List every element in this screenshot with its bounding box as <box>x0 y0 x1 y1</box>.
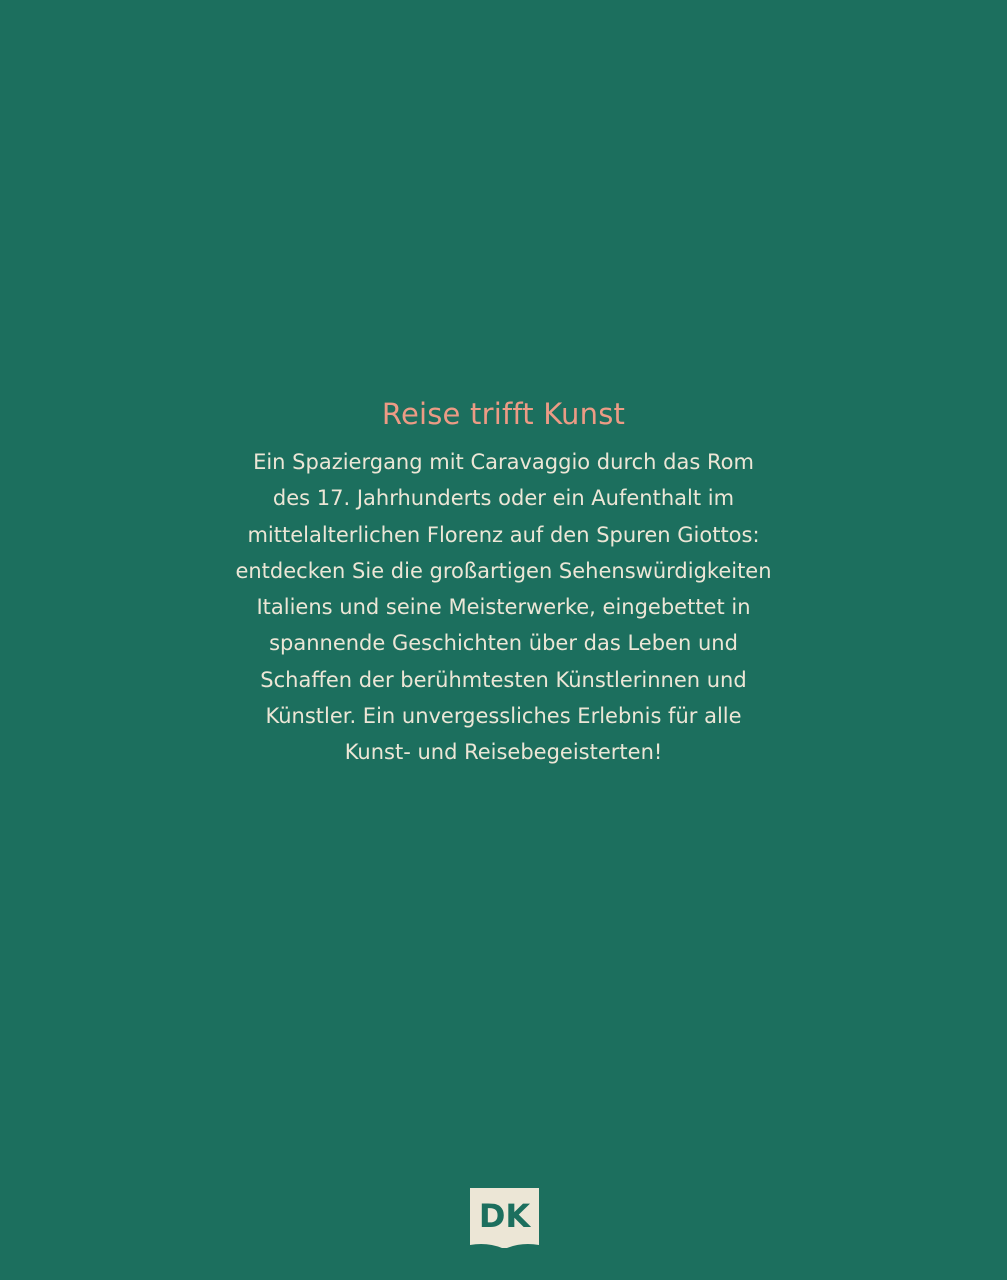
blurb-line: des 17. Jahrhunderts oder ein Aufenthalt im <box>272 486 735 511</box>
blurb-line: Italiens und seine Meisterwerke, eingebettet in <box>256 595 751 620</box>
blurb-line: entdecken Sie die großartigen Sehenswürdigkeiten <box>235 558 772 583</box>
blurb-line: Schaffen der berühmtesten Künstlerinnen und <box>260 667 747 692</box>
blurb-line: mittelalterlichen Florenz auf den Spuren Giottos: <box>247 522 760 547</box>
dk-book-logo-icon <box>469 1187 540 1251</box>
blurb-line: Ein Spaziergang mit Caravaggio durch das Rom <box>253 450 754 474</box>
blurb-line: Künstler. Ein unvergessliches Erlebnis für alle <box>265 704 742 729</box>
blurb-text <box>0 444 1007 771</box>
blurb-section <box>0 392 1007 771</box>
blurb-line: Kunst- und Reisebegeisterten! <box>344 740 663 765</box>
dk-logo-text: DK <box>478 1197 531 1235</box>
blurb-heading: Reise trifft Kunst <box>381 397 626 431</box>
blurb-line: spannende Geschichten über das Leben und <box>269 631 738 656</box>
